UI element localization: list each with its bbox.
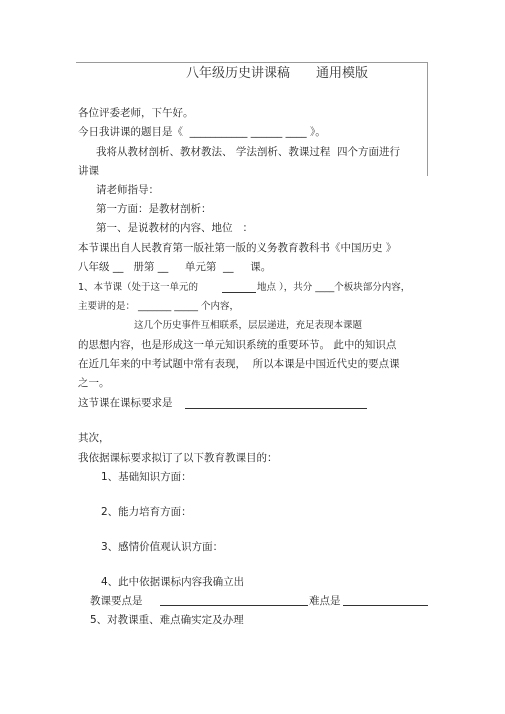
key-difficult-handling: 5、对教课重、难点确实定及办理 — [90, 614, 244, 626]
key-points-intro: 4、此中依据课标内容我确立出 — [101, 576, 245, 588]
difficult-point-label: 难点是 — [309, 595, 341, 607]
difficult-point-blank — [343, 605, 428, 606]
blank-position-underline — [222, 292, 256, 293]
events-connection-line: 这几个历史事件互相联系，层层递进，充足表现本课题 — [134, 320, 363, 331]
greeting-line: 各位评委老师，下午好。 — [78, 107, 194, 119]
header-frame-top — [76, 62, 428, 63]
lesson-position-line-cont: 地点 ），共分 ____个板块部分内容， — [257, 282, 411, 293]
grade-unit-line: 八年级 __ 册第 __ 单元第 __ 课。 — [78, 261, 272, 273]
lesson-position-line: 1、本节课（处于这一单元的 — [78, 282, 199, 293]
paragraph-line-2: 在近几年来的中考试题中常有表现， 所以本课是中国近代史的要点课 — [78, 358, 400, 370]
key-point-blank — [160, 605, 308, 606]
main-content-line: 主要讲的是： _______ _____ 个内容， — [78, 301, 240, 312]
header-frame-right — [427, 62, 428, 176]
outline-line: 我将从教材剖析、教材教法、 学法剖析、教课过程 四个方面进行 — [96, 146, 401, 158]
section-1-heading: 第一方面：是教材剖析： — [96, 203, 212, 215]
topic-line: 今日我讲课的题目是《 ___________ ______ ____ 》。 — [78, 126, 326, 138]
key-point-label: 教课要点是 — [90, 595, 143, 607]
objective-values: 3、感情价值观认识方面： — [101, 541, 224, 553]
objectives-intro: 我依据课标要求拟订了以下教育教课目的： — [78, 452, 278, 464]
paragraph-line-1: 的思想内容，也是形成这一单元知识系统的重要环节。 此中的知识点 — [78, 339, 397, 351]
outline-line-cont: 讲课 — [78, 165, 99, 177]
next-heading: 其次， — [78, 432, 110, 444]
objective-ability: 2、能力培育方面： — [101, 506, 192, 518]
objective-knowledge: 1、基础知识方面： — [101, 471, 192, 483]
curriculum-requirement-label: 这节课在课标要求是 — [78, 397, 173, 409]
curriculum-requirement-blank — [185, 408, 367, 409]
request-guidance-line: 请老师指导： — [96, 184, 159, 196]
textbook-source-line: 本节课出自人民教育第一版社第一版的义务教育教科书《中国历史 》 — [78, 242, 397, 254]
paragraph-line-3: 之一。 — [78, 377, 110, 389]
document-title: 八年级历史讲课稿 通用模版 — [186, 66, 369, 81]
section-1-subheading: 第一、是说教材的内容、地位 ： — [96, 222, 254, 234]
